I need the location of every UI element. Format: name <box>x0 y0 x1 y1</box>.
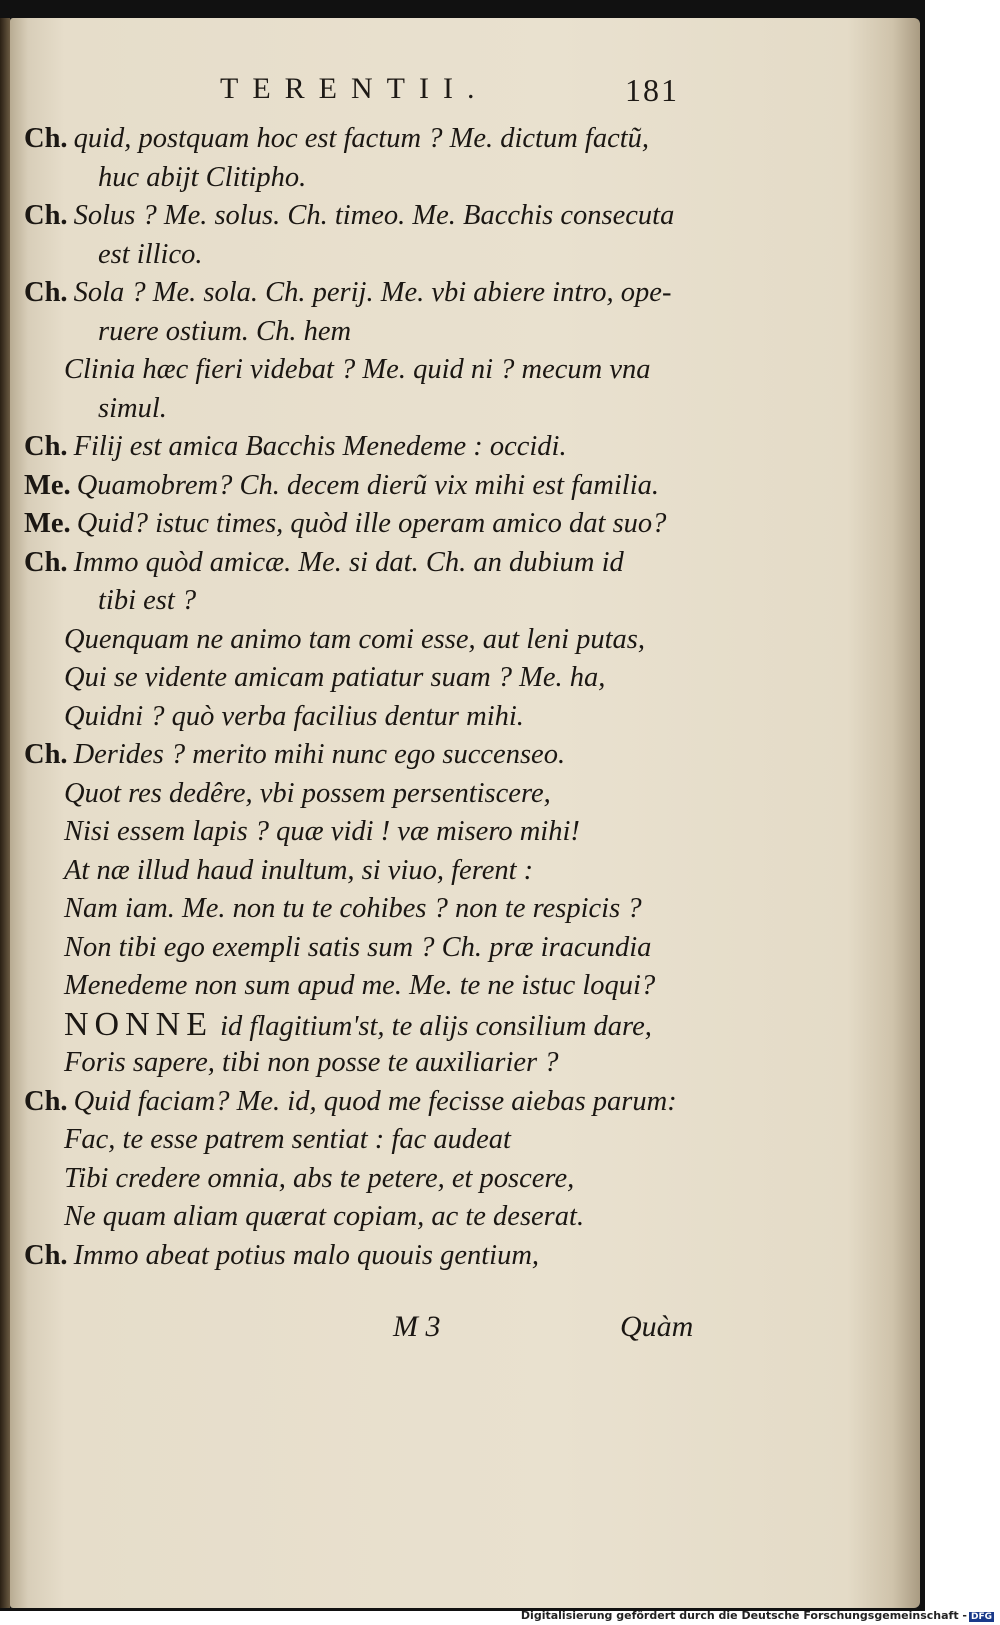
page-number: 181 <box>625 72 679 108</box>
speaker-label: Ch. <box>24 1085 68 1117</box>
speaker-label: Ch. <box>24 200 68 231</box>
verse-line <box>0 467 925 506</box>
line-text: id flagitium'st, te alijs consilium dare, <box>212 1010 652 1042</box>
speaker-label: Ch. <box>24 546 68 578</box>
verse-line <box>0 1160 925 1199</box>
verse-line <box>0 736 925 775</box>
verse-line <box>0 775 925 814</box>
verse-line <box>0 390 925 429</box>
line-text: Quid? istuc times, quòd ille operam amico dat suo? <box>76 508 667 539</box>
verse-line <box>0 813 925 852</box>
verse-line <box>0 236 925 275</box>
running-title: TERENTII. <box>220 72 489 105</box>
verse-line <box>0 659 925 698</box>
line-text: simul. <box>98 392 167 424</box>
verse-line <box>0 159 925 198</box>
line-text: quid, postquam hoc est factum ? Me. dictum factũ, <box>73 123 650 154</box>
verse-line <box>0 120 925 159</box>
verse-line <box>0 1198 925 1237</box>
page-footer <box>0 1310 925 1350</box>
line-text: Clinia hæc fieri videbat ? Me. quid ni ? mecum vna <box>64 354 651 385</box>
verse-line <box>0 505 925 544</box>
verse-text <box>0 120 925 1275</box>
speaker-label: Ch. <box>24 739 68 770</box>
verse-line <box>0 274 925 313</box>
verse-line <box>0 929 925 968</box>
verse-line <box>0 1237 925 1276</box>
small-caps-word: NONNE <box>64 1005 213 1043</box>
line-text: At næ illud haud inultum, si viuo, ferent : <box>64 854 534 886</box>
line-text: Non tibi ego exempli satis sum ? Ch. præ iracundia <box>64 931 652 963</box>
line-text: Sola ? Me. sola. Ch. perij. Me. vbi abiere intro, ope- <box>73 277 672 308</box>
line-text: Foris sapere, tibi non posse te auxiliarier ? <box>64 1047 559 1078</box>
digitization-credit <box>521 1609 994 1622</box>
line-text: Nisi essem lapis ? quæ vidi ! væ misero mihi! <box>64 816 580 847</box>
line-text: Derides ? merito mihi nunc ego succenseo. <box>73 739 566 770</box>
verse-line <box>0 428 925 467</box>
line-text: Tibi credere omnia, abs te petere, et poscere, <box>64 1162 575 1194</box>
line-text: tibi est ? <box>98 585 197 616</box>
verse-line <box>0 1044 925 1083</box>
signature-mark: M 3 <box>393 1310 441 1343</box>
line-text: Filij est amica Bacchis Menedeme : occidi. <box>73 431 567 462</box>
catchword: Quàm <box>620 1310 694 1343</box>
speaker-label: Me. <box>24 469 71 501</box>
verse-line <box>0 852 925 891</box>
line-text: Quid faciam? Me. id, quod me fecisse aiebas parum: <box>73 1085 677 1117</box>
verse-line <box>0 351 925 390</box>
verse-line <box>0 621 925 660</box>
line-text: est illico. <box>98 238 203 270</box>
verse-line <box>0 313 925 352</box>
verse-line <box>0 1006 925 1045</box>
running-head <box>0 72 925 112</box>
line-text: Qui se vidente amicam patiatur suam ? Me. ha, <box>64 662 606 693</box>
speaker-label: Ch. <box>24 123 68 154</box>
line-text: huc abijt Clitipho. <box>98 161 307 193</box>
verse-line <box>0 197 925 236</box>
line-text: Ne quam aliam quærat copiam, ac te deserat. <box>64 1201 585 1232</box>
line-text: ruere ostium. Ch. hem <box>98 315 352 347</box>
line-text: Immo abeat potius malo quouis gentium, <box>73 1239 540 1271</box>
line-text: Nam iam. Me. non tu te cohibes ? non te respicis ? <box>64 893 642 924</box>
line-text: Immo quòd amicæ. Me. si dat. Ch. an dubium id <box>73 546 624 578</box>
speaker-label: Ch. <box>24 1239 68 1271</box>
line-text: Solus ? Me. solus. Ch. timeo. Me. Bacchis consecuta <box>73 200 675 231</box>
line-text: Quenquam ne animo tam comi esse, aut leni putas, <box>64 623 646 655</box>
verse-line <box>0 544 925 583</box>
verse-line <box>0 1121 925 1160</box>
verse-line <box>0 890 925 929</box>
verse-line <box>0 1083 925 1122</box>
line-text: Quamobrem? Ch. decem dierũ vix mihi est familia. <box>76 469 659 501</box>
speaker-label: Me. <box>24 508 71 539</box>
dfg-logo: DFG <box>970 1612 992 1622</box>
speaker-label: Ch. <box>24 277 68 308</box>
line-text: Quidni ? quò verba facilius dentur mihi. <box>64 700 524 732</box>
line-text: Fac, te esse patrem sentiat : fac audeat <box>64 1124 511 1155</box>
credit-text: Digitalisierung gefördert durch die Deutsche Forschungsgemeinschaft - <box>520 1609 967 1622</box>
verse-line <box>0 967 925 1006</box>
speaker-label: Ch. <box>24 431 68 462</box>
line-text: Quot res dedêre, vbi possem persentiscere, <box>64 777 551 809</box>
line-text: Menedeme non sum apud me. Me. te ne istuc loqui? <box>64 970 656 1001</box>
verse-line <box>0 582 925 621</box>
verse-line <box>0 698 925 737</box>
